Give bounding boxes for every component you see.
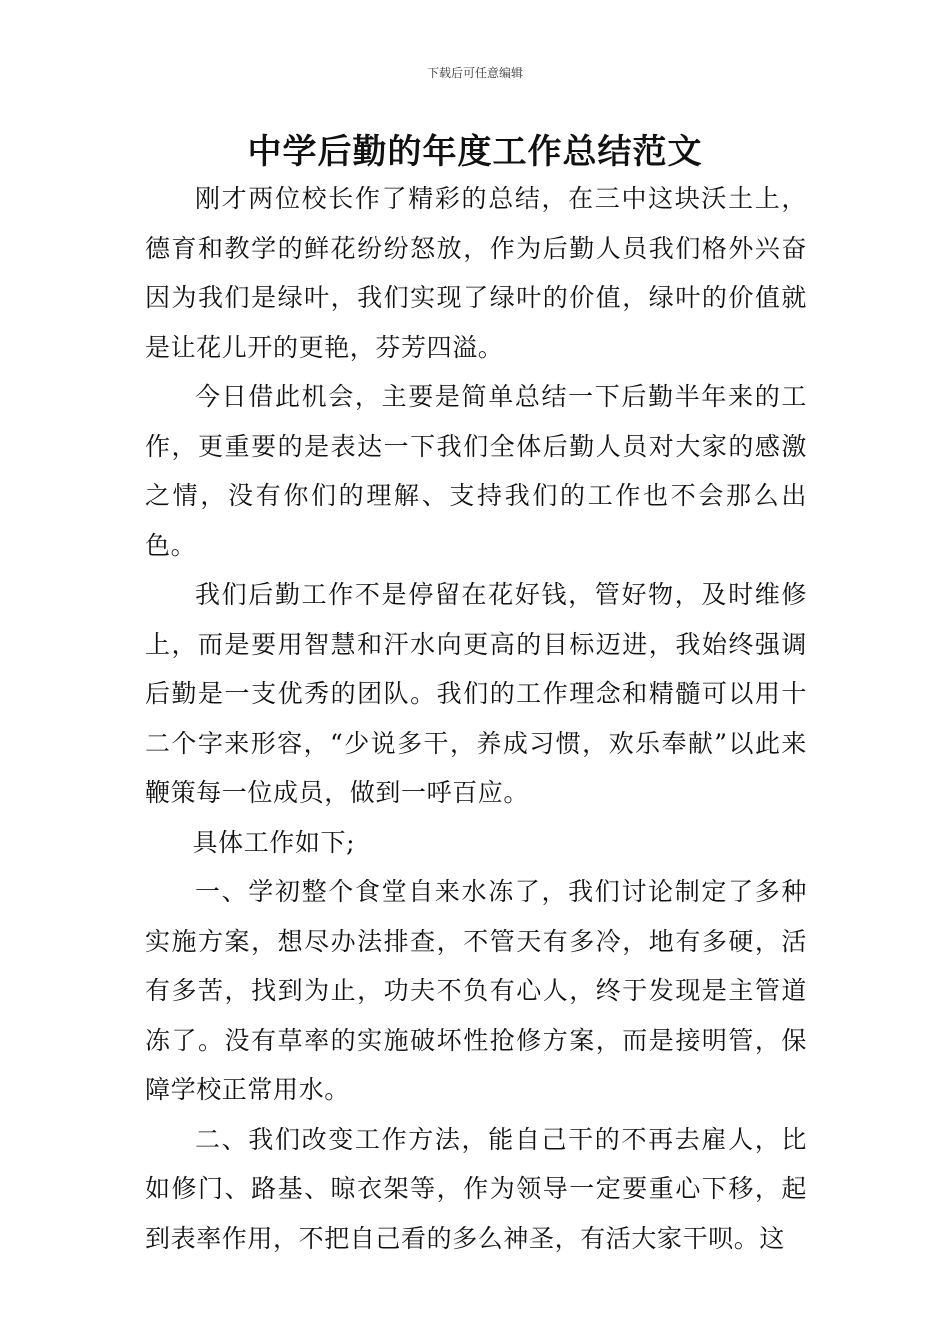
paragraph-6: 二、我们改变工作方法，能自己干的不再去雇人，比如修门、路基、晾衣架等，作为领导一定要重心下移，起到表率作用，不把自己看的多么神圣，有活大家干呗。这 — [145, 1124, 807, 1253]
document-body — [145, 174, 807, 1263]
paragraph-2: 今日借此机会，主要是简单总结一下后勤半年来的工作，更重要的是表达一下我们全体后勤人员对大家的感激之情，没有你们的理解、支持我们的工作也不会那么出色。 — [145, 382, 807, 560]
document-title: 中学后勤的年度工作总结范文 — [247, 132, 703, 172]
paragraph-3: 我们后勤工作不是停留在花好钱，管好物，及时维修上，而是要用智慧和汗水向更高的目标迈进，我始终强调后勤是一支优秀的团队。我们的工作理念和精髓可以用十二个字来形容，“少说多干，养成习惯，欢乐奉献”以此来鞭策每一位成员，做到一呼百应。 — [145, 580, 807, 807]
page-header: 下载后可任意编辑 — [426, 66, 523, 80]
paragraph-4: 具体工作如下; — [192, 827, 356, 857]
paragraph-5: 一、学初整个食堂自来水冻了，我们讨论制定了多种实施方案，想尽办法排查，不管天有多冷，地有多硬，活有多苦，找到为止，功夫不负有心人，终于发现是主管道冻了。没有草率的实施破坏性抢修方案，而是接明管，保障学校正常用水。 — [145, 877, 807, 1104]
paragraph-1: 刚才两位校长作了精彩的总结，在三中这块沃土上，德育和教学的鲜花纷纷怒放，作为后勤人员我们格外兴奋因为我们是绿叶，我们实现了绿叶的价值，绿叶的价值就是让花儿开的更艳，芬芳四溢。 — [145, 184, 807, 362]
